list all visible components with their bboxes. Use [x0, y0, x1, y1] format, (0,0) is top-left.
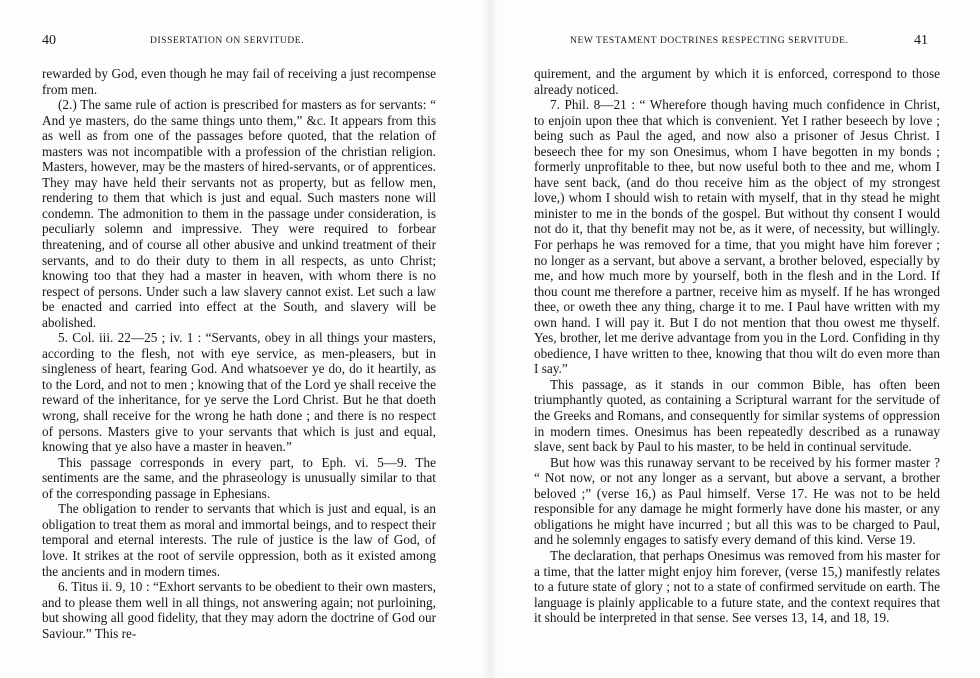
- left-running-head: DISSERTATION ON SERVITUDE.: [150, 36, 305, 46]
- left-page-body: [42, 66, 436, 641]
- left-page-number: 40: [42, 33, 56, 48]
- left-paragraph-3: 5. Col. iii. 22—25 ; iv. 1 : “Servants, obey in all things your masters, according to the flesh, not with eye service, as men-pleasers, but in singleness of heart, fearing God. And whatsoever ye do, do it heartily, as to the Lord, and not to men ; knowing that of the Lord ye shall receive the reward of the inheritance, for ye serve the Lord Christ. But he that doeth wrong, shall receive for the wrong he hath done ; and there is no respect of persons. Masters give to your servants that which is just and equal, knowing that ye also have a master in heaven.”: [42, 330, 436, 455]
- left-paragraph-4: This passage corresponds in every part, to Eph. vi. 5—9. The sentiments are the same, and the phraseology is unusually similar to that of the corresponding passage in Ephesians.: [42, 454, 436, 501]
- right-paragraph-5: The declaration, that perhaps Onesimus was removed from his master for a time, that the latter might enjoy him forever, (verse 15,) manifestly relates to a future state of glory ; not to a state of confirmed servitude on earth. The language is plainly applicable to a future state, and the context requires that it should be interpreted in that sense. See verses 13, 14, and 18, 19.: [534, 547, 940, 626]
- right-paragraph-2: 7. Phil. 8—21 : “ Wherefore though having much confidence in Christ, to enjoin upon thee that which is convenient. Yet I rather beseech by love ; being such as Paul the aged, and now also a prisoner of Jesus Christ. I beseech thee for my son Onesimus, whom I have begotten in my bonds ; formerly unprofitable to thee, but now useful both to thee and me, whom I have sent back, (and do thou receive him as the object of my strongest love,) whom I should wish to retain with myself, that in thy stead he might minister to me in the bonds of the gospel. But without thy consent I would not do it, that thy benefit may not be, as it were, of necessity, but willingly. For perhaps he was removed for a time, that you might have him forever ; no longer as a servant, but above a servant, a brother beloved, especially by me, and how much more by yourself, both in the flesh and in the Lord. If thou count me therefore a partner, receive him as myself. If he has wronged thee, or oweth thee any thing, charge it to me. I Paul have written with my own hand. I will pay it. But I do not mention that thou owest me thyself. Yes, brother, let me derive advantage from you in the Lord. Confiding in thy obedience, I have written to thee, knowing that thou wilt do even more than I say.”: [534, 97, 940, 377]
- left-paragraph-2: (2.) The same rule of action is prescribed for masters as for servants: “ And ye masters, do the same things unto them,” &c. It appears from this as well as from one of the passages before quoted, that the relation of masters was not incompatible with a profession of the christian religion. Masters, however, may be the masters of hired-servants, or of apprentices. They may have held their servants not as property, but as fellow men, rendering to them that which is just and equal. Such masters none will condemn. The admonition to them in the passage under consideration, is peculiarly solemn and impressive. They were required to forbear threatening, and of course all other abusive and unkind treatment of their servants, and to do their duty to them in all respects, as unto Christ; knowing too that they had a master in heaven, with whom there is no respect of persons. Under such a law slavery cannot exist. Let such a law be enacted and carried into effect at the South, and slavery will be abolished.: [42, 97, 436, 330]
- right-running-head: NEW TESTAMENT DOCTRINES RESPECTING SERVITUDE.: [570, 36, 849, 46]
- right-paragraph-3: This passage, as it stands in our common Bible, has often been triumphantly quoted, as containing a Scriptural warrant for the servitude of the Greeks and Romans, and consequently for similar systems of oppression in modern times. Onesimus has been repeatedly described as a runaway slave, sent back by Paul to his master, to be held in continual servitude.: [534, 376, 940, 455]
- right-page: [490, 0, 980, 678]
- right-page-number: 41: [914, 33, 928, 48]
- right-paragraph-1: quirement, and the argument by which it is enforced, correspond to those already noticed.: [534, 66, 940, 97]
- left-paragraph-6: 6. Titus ii. 9, 10 : “Exhort servants to be obedient to their own masters, and to please them well in all things, not answering again; not purloining, but showing all good fidelity, that they may adorn the doctrine of God our Saviour.” This re-: [42, 579, 436, 641]
- left-paragraph-5: The obligation to render to servants that which is just and equal, is an obligation to treat them as moral and immortal beings, and to respect their temporal and eternal interests. The rule of justice is the law of God, of love. It strikes at the root of servile oppression, both as it existed among the ancients and in modern times.: [42, 501, 436, 579]
- right-page-body: [534, 66, 940, 626]
- left-paragraph-1: rewarded by God, even though he may fail of receiving a just recompense from men.: [42, 66, 436, 97]
- right-paragraph-4: But how was this runaway servant to be received by his former master ? “ Not now, or not any longer as a servant, but above a servant, a brother beloved ;” (verse 16,) as Paul himself. Verse 17. He was not to be held responsible for any damage he might formerly have done his master, or any obligations he might have incurred ; but all this was to be charged to Paul, and he solemnly engages to satisfy every demand of this kind. Verse 19.: [534, 454, 940, 548]
